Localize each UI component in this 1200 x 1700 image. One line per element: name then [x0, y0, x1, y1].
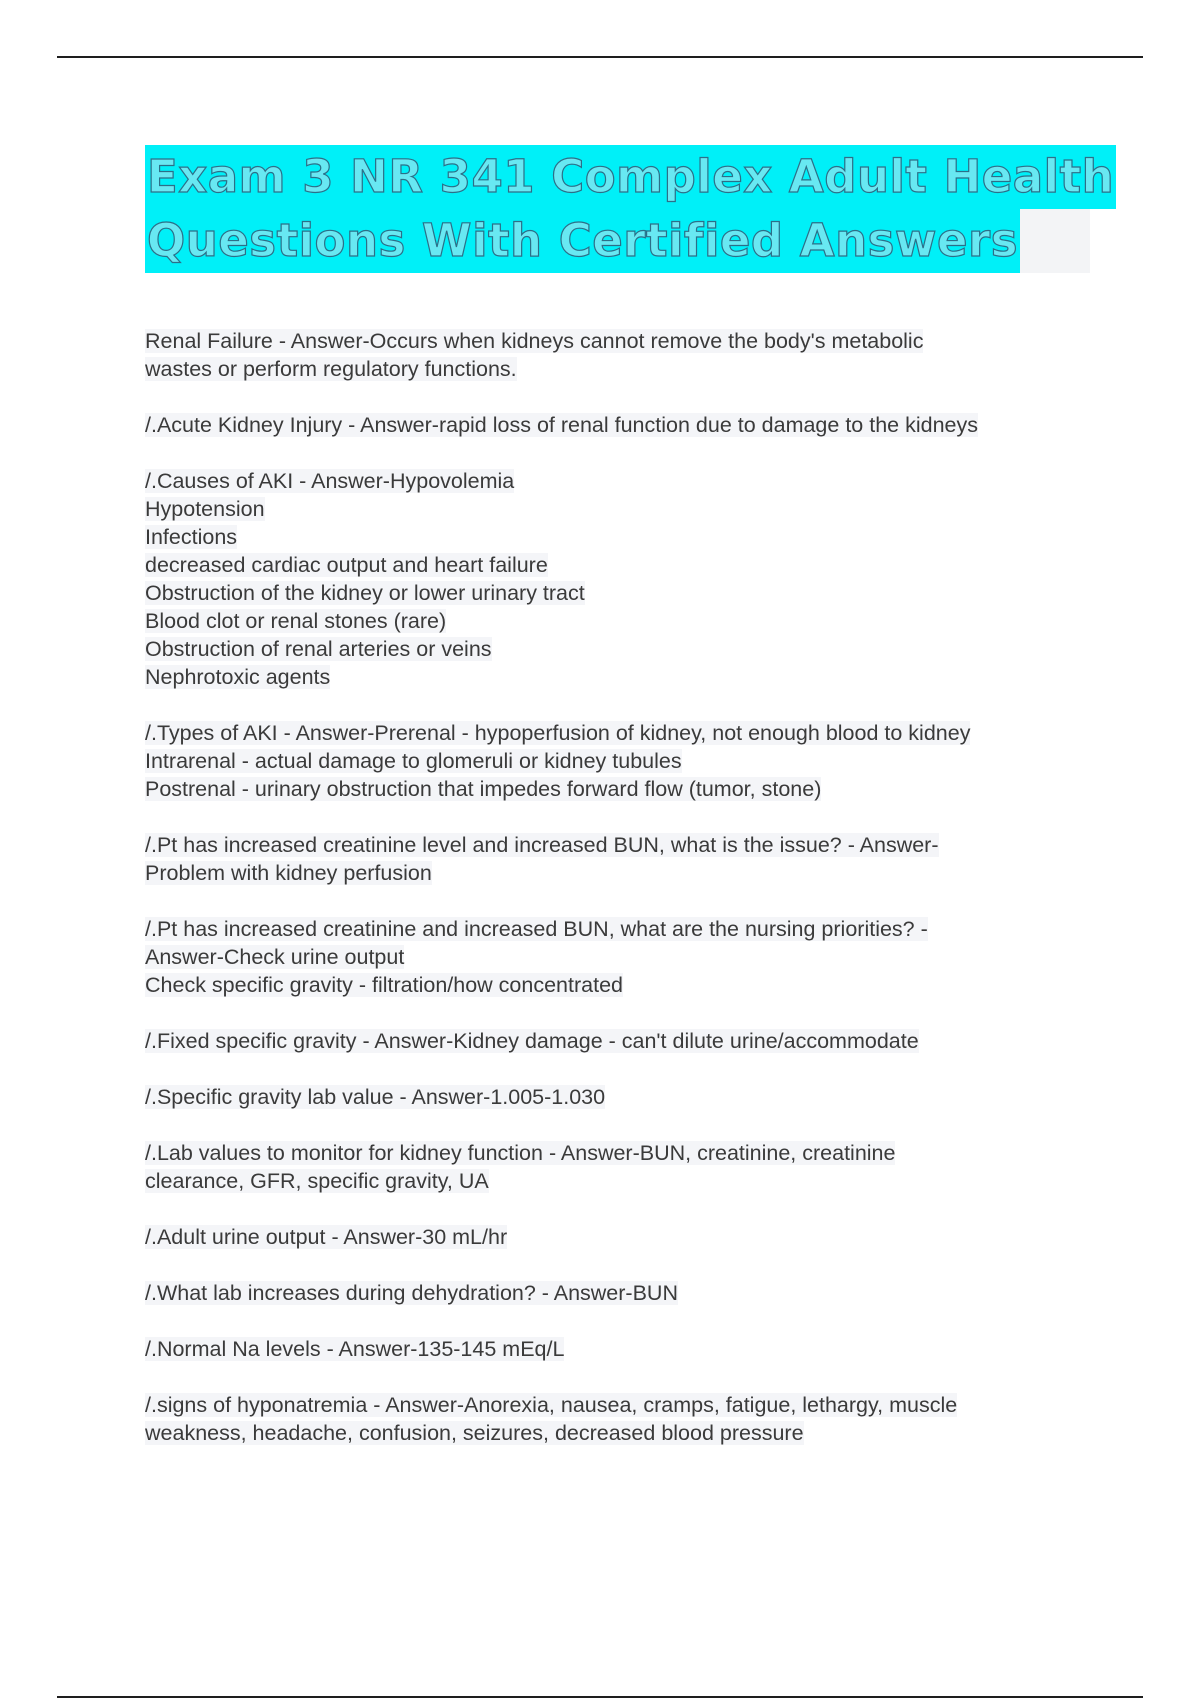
- title-line-1: Exam 3 NR 341 Complex Adult Health: [145, 145, 1116, 209]
- qa-line: [145, 327, 1105, 355]
- qa-line: [145, 411, 1105, 439]
- qa-line: [145, 831, 1105, 859]
- qa-line: [145, 663, 1105, 691]
- qa-line: [145, 915, 1105, 943]
- qa-line: [145, 1027, 1105, 1055]
- qa-item: [145, 915, 1105, 999]
- qa-item: [145, 1083, 1105, 1111]
- qa-line: [145, 1419, 1105, 1447]
- qa-text: /.signs of hyponatremia - Answer-Anorexia, nausea, cramps, fatigue, lethargy, muscle: [145, 1393, 958, 1417]
- qa-text: /.Normal Na levels - Answer-135-145 mEq/L: [145, 1337, 565, 1361]
- qa-text: Infections: [145, 525, 238, 549]
- qa-item: [145, 1223, 1105, 1251]
- qa-line: [145, 467, 1105, 495]
- qa-item: [145, 411, 1105, 439]
- top-rule: [57, 56, 1143, 58]
- qa-line: [145, 719, 1105, 747]
- qa-item: [145, 467, 1105, 691]
- qa-line: [145, 1391, 1105, 1419]
- qa-line: [145, 1083, 1105, 1111]
- qa-item: [145, 1335, 1105, 1363]
- qa-text: /.Adult urine output - Answer-30 mL/hr: [145, 1225, 508, 1249]
- qa-text: /.Fixed specific gravity - Answer-Kidney damage - can't dilute urine/accommodate: [145, 1029, 919, 1053]
- qa-line: [145, 1335, 1105, 1363]
- qa-line: [145, 495, 1105, 523]
- qa-text: Intrarenal - actual damage to glomeruli or kidney tubules: [145, 749, 682, 773]
- qa-text: clearance, GFR, specific gravity, UA: [145, 1169, 489, 1193]
- qa-text: /.Lab values to monitor for kidney function - Answer-BUN, creatinine, creatinine: [145, 1141, 896, 1165]
- qa-line: [145, 523, 1105, 551]
- qa-item: [145, 719, 1105, 803]
- qa-text: weakness, headache, confusion, seizures, decreased blood pressure: [145, 1421, 804, 1445]
- qa-line: [145, 859, 1105, 887]
- qa-text: Problem with kidney perfusion: [145, 861, 432, 885]
- qa-text: /.Types of AKI - Answer-Prerenal - hypoperfusion of kidney, not enough blood to kidney: [145, 721, 971, 745]
- qa-item: [145, 327, 1105, 383]
- qa-text: Hypotension: [145, 497, 265, 521]
- qa-text: /.Pt has increased creatinine and increased BUN, what are the nursing priorities? -: [145, 917, 928, 941]
- qa-list: [145, 327, 1105, 1475]
- qa-text: Obstruction of the kidney or lower urinary tract: [145, 581, 585, 605]
- qa-item: [145, 1139, 1105, 1195]
- qa-item: [145, 831, 1105, 887]
- qa-text: Postrenal - urinary obstruction that impedes forward flow (tumor, stone): [145, 777, 822, 801]
- qa-item: [145, 1027, 1105, 1055]
- qa-text: /.What lab increases during dehydration? - Answer-BUN: [145, 1281, 678, 1305]
- qa-line: [145, 747, 1105, 775]
- qa-text: Renal Failure - Answer-Occurs when kidneys cannot remove the body's metabolic: [145, 329, 924, 353]
- qa-text: /.Acute Kidney Injury - Answer-rapid loss of renal function due to damage to the kidneys: [145, 413, 978, 437]
- qa-line: [145, 551, 1105, 579]
- qa-text: Nephrotoxic agents: [145, 665, 331, 689]
- qa-line: [145, 1279, 1105, 1307]
- qa-line: [145, 607, 1105, 635]
- qa-text: Answer-Check urine output: [145, 945, 405, 969]
- qa-text: wastes or perform regulatory functions.: [145, 357, 517, 381]
- bottom-rule: [57, 1696, 1143, 1698]
- qa-line: [145, 971, 1105, 999]
- qa-item: [145, 1279, 1105, 1307]
- qa-text: /.Causes of AKI - Answer-Hypovolemia: [145, 469, 515, 493]
- qa-text: Check specific gravity - filtration/how concentrated: [145, 973, 623, 997]
- qa-text: /.Specific gravity lab value - Answer-1.005-1.030: [145, 1085, 606, 1109]
- qa-line: [145, 355, 1105, 383]
- qa-line: [145, 1223, 1105, 1251]
- qa-line: [145, 775, 1105, 803]
- document-title: [145, 145, 1115, 273]
- qa-line: [145, 1167, 1105, 1195]
- qa-line: [145, 943, 1105, 971]
- title-line-2: Questions With Certified Answers: [145, 209, 1020, 273]
- qa-item: [145, 1391, 1105, 1447]
- qa-line: [145, 1139, 1105, 1167]
- qa-line: [145, 579, 1105, 607]
- qa-text: /.Pt has increased creatinine level and increased BUN, what is the issue? - Answer-: [145, 833, 939, 857]
- qa-text: decreased cardiac output and heart failure: [145, 553, 548, 577]
- qa-line: [145, 635, 1105, 663]
- qa-text: Blood clot or renal stones (rare): [145, 609, 447, 633]
- qa-text: Obstruction of renal arteries or veins: [145, 637, 492, 661]
